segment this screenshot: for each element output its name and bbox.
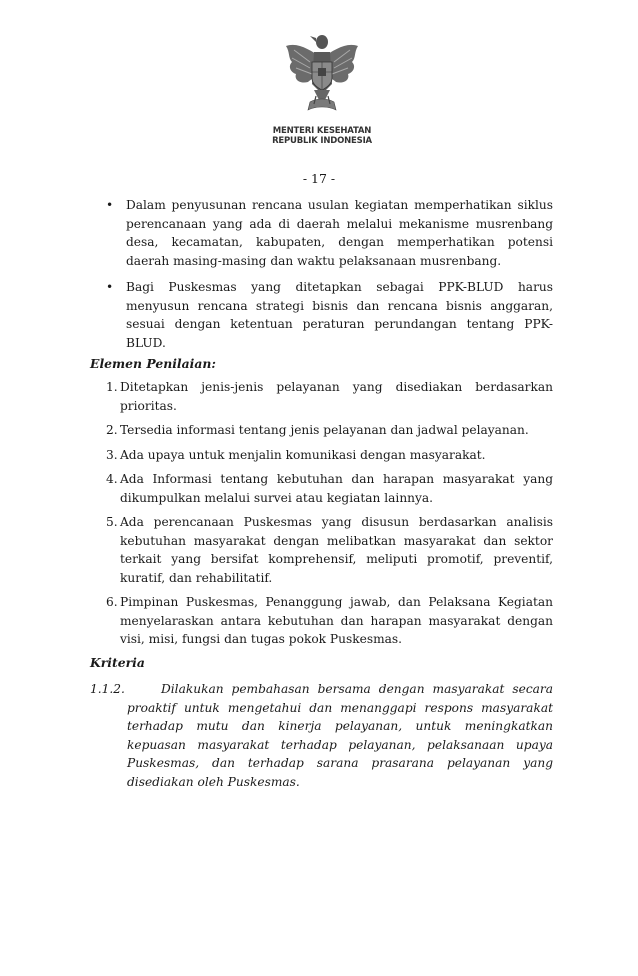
item-number: 2.: [106, 423, 118, 437]
kriteria-heading: Kriteria: [90, 655, 145, 670]
kriteria-code: 1.1.2.: [90, 682, 125, 696]
kriteria-item: [90, 680, 553, 791]
bullet-text: Bagi Puskesmas yang ditetapkan sebagai PPK-BLUD harus menyusun rencana strategi bisnis dan rencana bisnis anggaran, sesuai dengan ketentuan peraturan perundangan tentang PPK-BLUD.: [126, 280, 553, 350]
list-item: [106, 593, 553, 649]
kriteria-text: Dilakukan pembahasan bersama dengan masyarakat secara proaktif untuk mengetahui dan menanggapi respons masyarakat terhadap mutu dan kinerja pelayanan, untuk meningkatkan kepuasan masyarakat terhadap pelayanan, pelaksanaan upaya Puskesmas, dan terhadap sarana prasarana pelayanan yang disediakan oleh Puskesmas.: [127, 682, 553, 789]
item-number: 6.: [106, 595, 118, 609]
ministry-line-2: REPUBLIK INDONESIA: [272, 136, 372, 146]
item-number: 5.: [106, 515, 118, 529]
list-item: [106, 446, 553, 465]
list-item: [106, 470, 553, 507]
item-text: Pimpinan Puskesmas, Penanggung jawab, dan Pelaksana Kegiatan menyelaraskan antara kebutuhan dan harapan masyarakat dengan visi, misi, fungsi dan tugas pokok Puskesmas.: [120, 595, 553, 646]
list-item: [106, 421, 553, 440]
ministry-name: [272, 126, 372, 146]
item-number: 3.: [106, 447, 118, 462]
bullet-text: Dalam penyusunan rencana usulan kegiatan memperhatikan siklus perencanaan yang ada di daerah melalui mekanisme musrenbang desa, kecamatan, kabupaten, dengan memperhatikan potensi daerah masing-masing dan waktu pelaksanaan musrenbang.: [126, 198, 553, 268]
list-item: [106, 513, 553, 587]
list-item: [98, 278, 553, 352]
list-item: [98, 196, 553, 270]
bullet-list: [98, 196, 553, 360]
item-number: 1.: [106, 380, 118, 394]
item-text: Ada perencanaan Puskesmas yang disusun berdasarkan analisis kebutuhan masyarakat dengan melibatkan masyarakat dan sektor terkait yang bersifat komprehensif, meliputi promotif, preventif, kuratif, dan rehabilitatif.: [120, 515, 553, 585]
bullet-icon: •: [106, 280, 114, 294]
item-number: 4.: [106, 472, 118, 486]
item-text: Ditetapkan jenis-jenis pelayanan yang disediakan berdasarkan prioritas.: [120, 380, 553, 413]
elemen-heading: Elemen Penilaian:: [90, 356, 216, 371]
item-text: Ada Informasi tentang kebutuhan dan harapan masyarakat yang dikumpulkan melalui survei atau kegiatan lainnya.: [120, 472, 553, 505]
ministry-line-1: MENTERI KESEHATAN: [272, 126, 372, 136]
bullet-icon: •: [106, 198, 114, 212]
page-number: - 17 -: [302, 171, 336, 186]
item-text: Ada upaya untuk menjalin komunikasi dengan masyarakat.: [120, 447, 486, 462]
elemen-list: [106, 378, 553, 655]
list-item: [106, 378, 553, 415]
garuda-emblem-icon: [280, 28, 364, 120]
item-text: Tersedia informasi tentang jenis pelayanan dan jadwal pelayanan.: [120, 423, 529, 437]
